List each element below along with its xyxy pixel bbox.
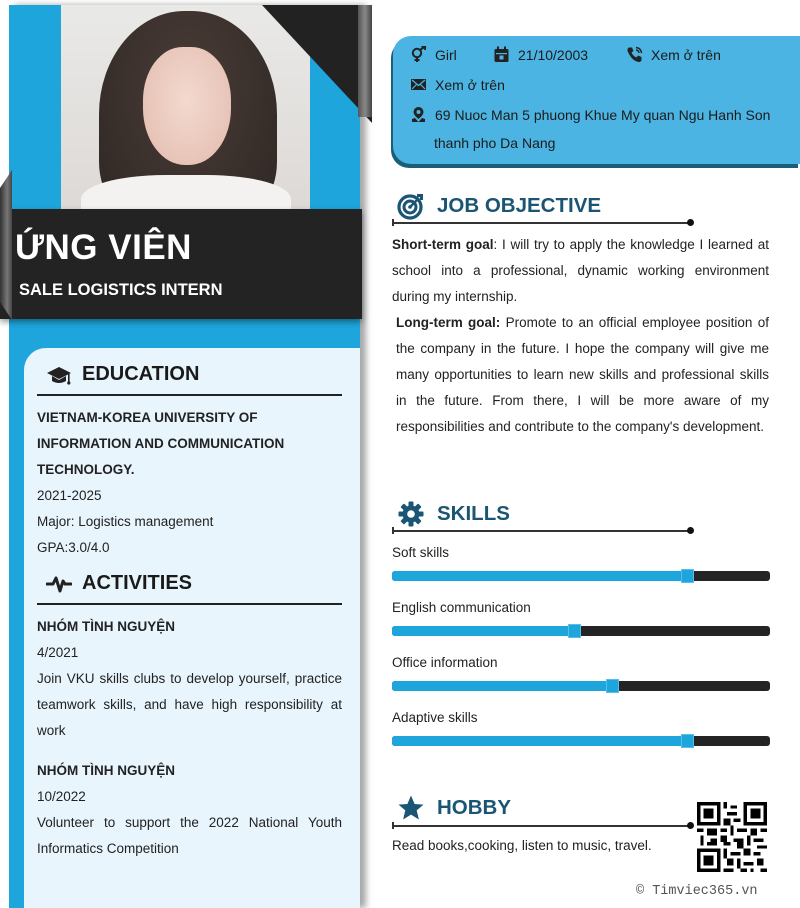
hobby-heading bbox=[397, 794, 511, 822]
calendar-icon bbox=[493, 46, 510, 63]
objective-divider bbox=[392, 222, 690, 224]
hobby-text: Read books,cooking, listen to music, travel. bbox=[392, 838, 652, 853]
skills-divider bbox=[392, 530, 690, 532]
skill-label: Office information bbox=[392, 655, 498, 670]
contact-email bbox=[410, 76, 505, 93]
envelope-icon bbox=[410, 76, 427, 93]
banner-fold-decoration bbox=[0, 170, 12, 320]
skill-bar bbox=[392, 571, 770, 581]
long-term-text: Promote to an official employee position of the company in the future. I hope the company will give me many opportunities to learn new skills and professional skills in the future. From there, I will be more aware of my responsibilities and contribute to the company's development. bbox=[396, 315, 769, 434]
birthday-value: 21/10/2003 bbox=[518, 46, 589, 63]
school-line: TECHNOLOGY. bbox=[37, 462, 135, 477]
skill-bar bbox=[392, 626, 770, 636]
gender-value: Girl bbox=[435, 46, 457, 63]
hobby-divider bbox=[392, 825, 690, 827]
phone-icon bbox=[626, 46, 643, 63]
email-value: Xem ở trên bbox=[435, 76, 505, 93]
skill-label: Soft skills bbox=[392, 545, 450, 560]
education-years: 2021-2025 bbox=[37, 488, 102, 503]
activity-desc: Volunteer to support the 2022 National Youth Informatics Competition bbox=[37, 815, 342, 856]
hobby-title: HOBBY bbox=[437, 796, 512, 819]
skill-bar-knob bbox=[681, 569, 694, 583]
objective-content bbox=[392, 232, 769, 440]
activity-org: NHÓM TÌNH NGUYỆN bbox=[37, 619, 175, 634]
photo-face bbox=[143, 47, 231, 165]
target-icon bbox=[397, 192, 425, 220]
heartbeat-icon bbox=[46, 573, 72, 595]
long-term-label: Long-term goal: bbox=[396, 315, 501, 330]
education-divider bbox=[37, 394, 342, 396]
star-icon bbox=[397, 794, 425, 822]
education-content bbox=[37, 405, 342, 561]
short-term-goal bbox=[392, 232, 769, 310]
contact-gender bbox=[410, 46, 457, 63]
address-line2: thanh pho Da Nang bbox=[434, 135, 556, 151]
qr-code-icon bbox=[697, 802, 767, 872]
objective-heading bbox=[397, 192, 601, 220]
education-title: EDUCATION bbox=[82, 363, 200, 385]
long-term-goal bbox=[392, 310, 769, 440]
activity-date: 10/2022 bbox=[37, 789, 86, 804]
candidate-position: SALE LOGISTICS INTERN bbox=[19, 281, 223, 299]
skill-bar-fill bbox=[392, 736, 687, 746]
short-term-text: : I will try to apply the knowledge I learned at school into a professional, dynamic working environment during my internship. bbox=[392, 237, 769, 304]
contact-address bbox=[410, 106, 770, 123]
candidate-photo bbox=[61, 5, 310, 210]
skills-title: SKILLS bbox=[437, 502, 510, 525]
contact-birthday bbox=[493, 46, 588, 63]
activities-divider bbox=[37, 603, 342, 605]
education-gpa: GPA:3.0/4.0 bbox=[37, 540, 110, 555]
short-term-label: Short-term goal bbox=[392, 237, 494, 252]
skill-bar bbox=[392, 736, 770, 746]
education-heading bbox=[46, 363, 199, 386]
education-major: Major: Logistics management bbox=[37, 514, 214, 529]
ribbon-edge-decoration bbox=[358, 5, 372, 117]
activity-item bbox=[37, 614, 342, 744]
photo-shirt bbox=[81, 175, 291, 210]
activity-item bbox=[37, 758, 342, 862]
skill-label: English communication bbox=[392, 600, 531, 615]
objective-title: JOB OBJECTIVE bbox=[437, 194, 602, 217]
gear-icon bbox=[397, 500, 425, 528]
skill-bar-fill bbox=[392, 571, 687, 581]
skill-bar-knob bbox=[681, 734, 694, 748]
skill-bar bbox=[392, 681, 770, 691]
skills-heading bbox=[397, 500, 510, 528]
copyright-footer: © Timviec365.vn bbox=[636, 884, 758, 899]
activities-title: ACTIVITIES bbox=[82, 572, 193, 594]
gender-icon bbox=[410, 46, 427, 63]
activities-heading bbox=[46, 572, 192, 595]
activity-date: 4/2021 bbox=[37, 645, 79, 660]
skill-bar-knob bbox=[568, 624, 581, 638]
location-icon bbox=[410, 106, 427, 123]
activity-desc: Join VKU skills clubs to develop yourself, practice teamwork skills, and have high responsibility at work bbox=[37, 671, 342, 738]
skill-bar-knob bbox=[606, 679, 619, 693]
graduation-cap-icon bbox=[46, 364, 72, 386]
candidate-name: ỨNG VIÊN bbox=[15, 228, 192, 267]
address-line1: 69 Nuoc Man 5 phuong Khue My quan Ngu Hanh Son bbox=[435, 106, 771, 123]
activity-org: NHÓM TÌNH NGUYỆN bbox=[37, 763, 175, 778]
school-line: VIETNAM-KOREA UNIVERSITY OF bbox=[37, 410, 258, 425]
skill-label: Adaptive skills bbox=[392, 710, 478, 725]
phone-value: Xem ở trên bbox=[651, 46, 721, 63]
contact-phone bbox=[626, 46, 721, 63]
school-line: INFORMATION AND COMMUNICATION bbox=[37, 436, 285, 451]
skill-bar-fill bbox=[392, 681, 611, 691]
skill-bar-fill bbox=[392, 626, 573, 636]
